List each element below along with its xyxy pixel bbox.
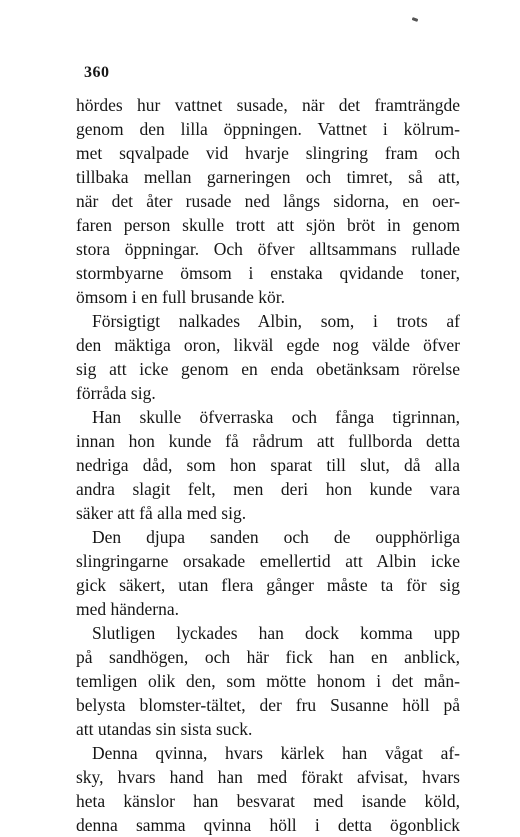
text-line: andra slagit felt, men deri hon kunde vara xyxy=(76,479,460,499)
text-line: hördes hur vattnet susade, när det framträngde xyxy=(76,95,460,115)
text-line: met sqvalpade vid hvarje slingring fram och xyxy=(76,143,460,163)
text-line: nedriga dåd, som hon sparat till slut, då alla xyxy=(76,455,460,475)
text-line: ömsom i en full brusande kör. xyxy=(76,287,286,307)
text-line: heta känslor han besvarat med isande köld, xyxy=(76,791,460,811)
text-line: när det åter rusade ned långs sidorna, en oer- xyxy=(76,191,460,211)
text-line: temligen olik den, som mötte honom i det mån- xyxy=(76,671,460,691)
text-line: stora öppningar. Och öfver alltsammans rullade xyxy=(76,239,460,259)
text-line: sky, hvars hand han med förakt afvisat, hvars xyxy=(76,767,460,787)
text-line: Den djupa sanden och de oupphörliga xyxy=(92,527,460,547)
body-text xyxy=(76,93,460,837)
text-line: genom den lilla öppningen. Vattnet i kölrum- xyxy=(76,119,460,139)
text-line: stormbyarne ömsom i enstaka qvidande toner, xyxy=(76,263,460,283)
text-line: tillbaka mellan garneringen och timret, så att, xyxy=(76,167,460,187)
ink-speck xyxy=(412,17,419,22)
text-line: sig att icke genom en enda obetänksam rörelse xyxy=(76,359,460,379)
text-line: denna samma qvinna höll i detta ögonblick xyxy=(76,815,460,835)
text-line: med händerna. xyxy=(76,599,180,619)
text-line: säker att få alla med sig. xyxy=(76,503,247,523)
text-line: Slutligen lyckades han dock komma upp xyxy=(92,623,460,643)
text-line: innan hon kunde få rådrum att fullborda detta xyxy=(76,431,460,451)
text-line: på sandhögen, och här fick han en anblick, xyxy=(76,647,460,667)
text-line: Denna qvinna, hvars kärlek han vågat af- xyxy=(92,743,460,763)
text-line: att utandas sin sista suck. xyxy=(76,719,253,739)
text-line: Försigtigt nalkades Albin, som, i trots af xyxy=(92,311,460,331)
text-line: slingringarne orsakade emellertid att Albin icke xyxy=(76,551,460,571)
text-line: faren person skulle trott att sjön bröt in genom xyxy=(76,215,460,235)
text-line: den mäktiga oron, likväl egde nog välde öfver xyxy=(76,335,460,355)
text-line: gick säkert, utan flera gånger måste ta för sig xyxy=(76,575,460,595)
text-line: förråda sig. xyxy=(76,383,156,403)
page-number: 360 xyxy=(84,64,110,81)
text-line: belysta blomster-tältet, der fru Susanne höll på xyxy=(76,695,460,715)
text-line: Han skulle öfverraska och fånga tigrinnan, xyxy=(92,407,460,427)
